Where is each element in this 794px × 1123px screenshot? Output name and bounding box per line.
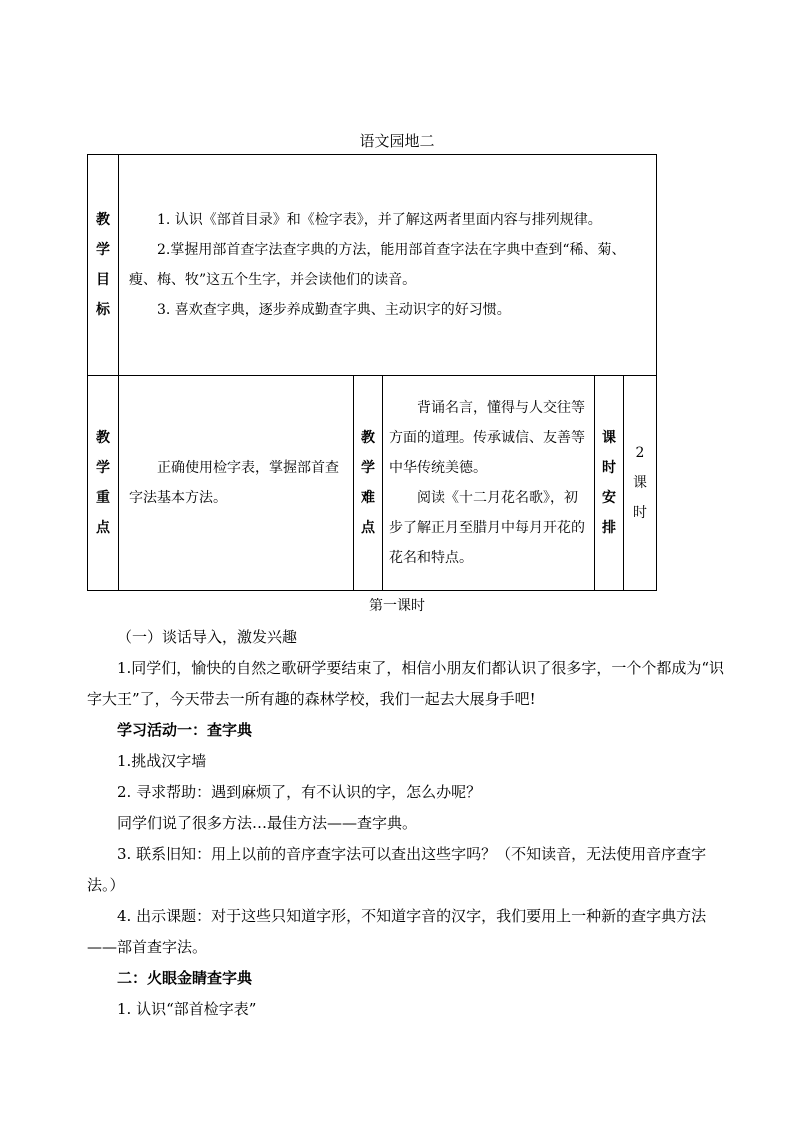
paragraph: 2. 寻求帮助：遇到麻烦了，有不认识的字，怎么办呢？: [117, 783, 482, 801]
lesson-body: [87, 622, 727, 1025]
hours-cell: 2 课 时: [624, 376, 657, 591]
section-heading-2: 二：火眼金睛查字典: [117, 969, 253, 987]
difficulty-item: 阅读《十二月花名歌》，初步了解正月至腊月中每月开花的花名和特点。: [389, 490, 585, 566]
document-title: 语文园地二: [359, 132, 435, 150]
goal-item: 3. 喜欢查字典，逐步养成勤查字典、主动识字的好习惯。: [157, 302, 511, 318]
difficulty-item: 背诵名言，懂得与人交往等方面的道理。传承诚信、友善等中华传统美德。: [389, 400, 585, 476]
paragraph: 3. 联系旧知：用上以前的音序查字法可以查出这些字吗？（不知读音，无法使用音序查字法。）: [87, 845, 707, 894]
paragraph: 1.同学们，愉快的自然之歌研学要结束了，相信小朋友们都认识了很多字，一个个都成为“识字大王”了，今天带去一所有趣的森林学校，我们一起去大展身手吧!: [87, 659, 724, 708]
paragraph: 4. 出示课题：对于这些只知道字形，不知道字音的汉字，我们要用上一种新的查字典方法——部首查字法。: [87, 907, 707, 956]
key-row: [88, 376, 657, 591]
paragraph: 1.挑战汉字墙: [117, 752, 207, 770]
difficulty-cell: [383, 376, 595, 591]
key-label: 教 学 重 点: [88, 376, 119, 591]
paragraph: 同学们说了很多方法…最佳方法——查字典。: [117, 814, 418, 832]
lesson-plan-table: [87, 154, 657, 591]
paragraph: 1. 认识“部首检字表”: [117, 1000, 257, 1018]
goals-cell: [119, 155, 657, 376]
activity-heading: 学习活动一：查字典: [117, 721, 253, 739]
section-heading: （一）谈话导入，激发兴趣: [117, 628, 298, 646]
key-text: 正确使用检字表，掌握部首查字法基本方法。: [129, 460, 339, 506]
goal-item: 1. 认识《部首目录》和《检字表》，并了解这两者里面内容与排列规律。: [157, 212, 602, 228]
goals-label: 教 学 目 标: [88, 155, 119, 376]
schedule-label: 课 时 安 排: [595, 376, 624, 591]
lesson-title: 第一课时: [369, 598, 425, 614]
goals-row: [88, 155, 657, 376]
goal-item: 2.掌握用部首查字法查字典的方法，能用部首查字法在字典中查到“稀、菊、瘦、梅、牧”这五个生字，并会读他们的读音。: [129, 242, 626, 288]
key-cell: [119, 376, 354, 591]
difficulty-label: 教 学 难 点: [354, 376, 383, 591]
